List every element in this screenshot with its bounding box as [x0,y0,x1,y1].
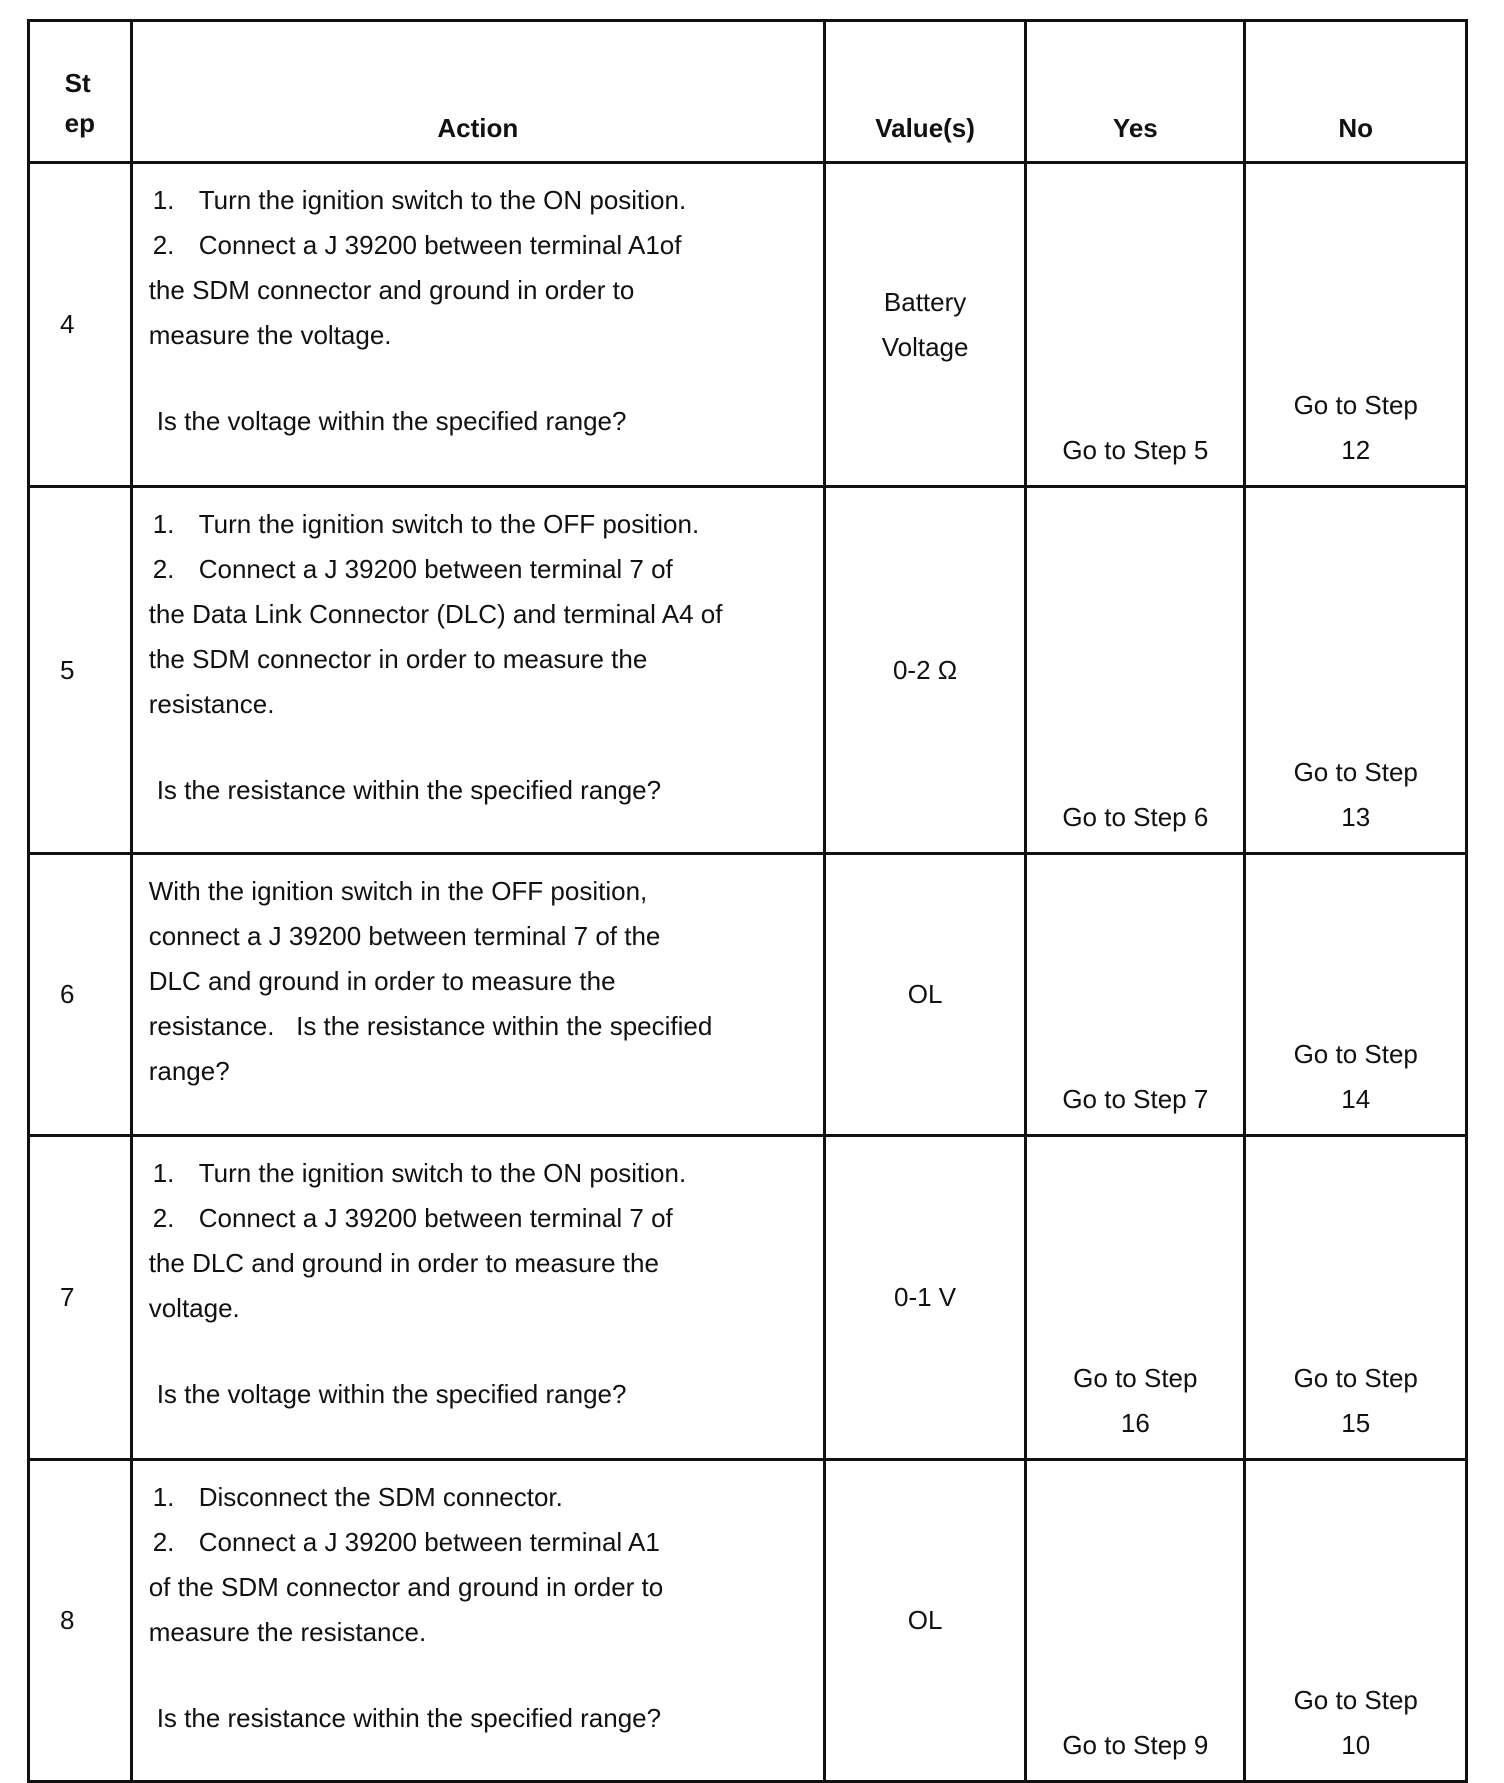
action-line: With the ignition switch in the OFF position, [148,876,648,906]
yes-line1: Go to Step [1073,1363,1198,1393]
action-continuation: the Data Link Connector (DLC) and terminal A4 of [148,599,723,629]
value-cell: OL [825,1460,1026,1782]
header-step [29,21,132,163]
action-step-1: 1. Turn the ignition switch to the ON position. [152,1158,687,1188]
no-cell [1245,1136,1467,1460]
header-values: Value(s) [825,21,1026,163]
value-line1: Battery [883,286,967,317]
action-step-1: 1. Turn the ignition switch to the OFF position. [152,509,700,539]
yes-line2: Go to Step 6 [1062,802,1209,832]
no-cell [1245,1460,1467,1782]
action-continuation: of the SDM connector and ground in order to [148,1572,664,1602]
yes-cell [1026,1460,1245,1782]
no-line1: Go to Step [1293,1363,1418,1393]
action-step-2: 2. Connect a J 39200 between terminal A1of [152,230,682,260]
header-step-line2: ep [64,108,96,138]
table-row-step-5 [29,487,1467,854]
action-continuation: the SDM connector and ground in order to [148,275,635,305]
action-line: resistance. Is the resistance within the specified [148,1011,713,1041]
action-step-1: 1. Disconnect the SDM connector. [152,1482,563,1512]
no-line2: 15 [1341,1408,1371,1438]
table-row-step-8 [29,1460,1467,1782]
no-line1: Go to Step [1293,1039,1418,1069]
action-line: connect a J 39200 between terminal 7 of the [148,921,661,951]
no-line2: 13 [1341,802,1371,832]
step-number: 7 [29,1136,132,1460]
value-cell: 0-2 Ω [825,487,1026,854]
value-cell: 0-1 V [825,1136,1026,1460]
action-step-2: 2. Connect a J 39200 between terminal 7 of [152,1203,673,1233]
action-continuation: measure the resistance. [148,1617,427,1647]
action-cell [131,854,824,1136]
no-line1: Go to Step [1293,757,1418,787]
action-cell [131,1136,824,1460]
action-cell [131,1460,824,1782]
value-line2: Voltage [881,331,969,362]
no-line2: 14 [1341,1084,1371,1114]
table-row-step-4 [29,163,1467,487]
action-line: DLC and ground in order to measure the [148,966,616,996]
action-question: Is the voltage within the specified range? [156,406,627,436]
header-row [29,21,1467,163]
action-step-1: 1. Turn the ignition switch to the ON position. [152,185,687,215]
yes-line2: Go to Step 5 [1062,435,1209,465]
action-continuation: the SDM connector in order to measure the [148,644,648,674]
no-line2: 12 [1341,435,1371,465]
yes-line2: Go to Step 7 [1062,1084,1209,1114]
action-continuation: measure the voltage. [148,320,392,350]
yes-cell [1026,854,1245,1136]
action-continuation: the DLC and ground in order to measure the [148,1248,659,1278]
step-number: 8 [29,1460,132,1782]
header-yes: Yes [1026,21,1245,163]
no-line2: 10 [1341,1730,1371,1760]
action-step-2: 2. Connect a J 39200 between terminal 7 of [152,554,673,584]
header-step-line1: St [64,68,91,98]
no-cell [1245,163,1467,487]
step-number: 5 [29,487,132,854]
action-question: Is the resistance within the specified range? [156,1703,662,1733]
diagnostic-table [27,19,1468,1783]
yes-cell [1026,163,1245,487]
action-step-2: 2. Connect a J 39200 between terminal A1 [152,1527,660,1557]
action-cell [131,163,824,487]
no-line1: Go to Step [1293,390,1418,420]
yes-line2: 16 [1120,1408,1150,1438]
action-question: Is the voltage within the specified range? [156,1379,627,1409]
action-continuation: voltage. [148,1293,240,1323]
step-number: 4 [29,163,132,487]
table-row-step-6 [29,854,1467,1136]
yes-cell [1026,1136,1245,1460]
step-number: 6 [29,854,132,1136]
no-cell [1245,487,1467,854]
yes-line2: Go to Step 9 [1062,1730,1209,1760]
action-continuation: resistance. [148,689,275,719]
action-cell [131,487,824,854]
value-cell [825,163,1026,487]
no-cell [1245,854,1467,1136]
action-question: Is the resistance within the specified range? [156,775,662,805]
action-line: range? [148,1056,230,1086]
value-cell: OL [825,854,1026,1136]
header-no: No [1245,21,1467,163]
table-row-step-7 [29,1136,1467,1460]
header-action: Action [131,21,824,163]
no-line1: Go to Step [1293,1685,1418,1715]
yes-cell [1026,487,1245,854]
